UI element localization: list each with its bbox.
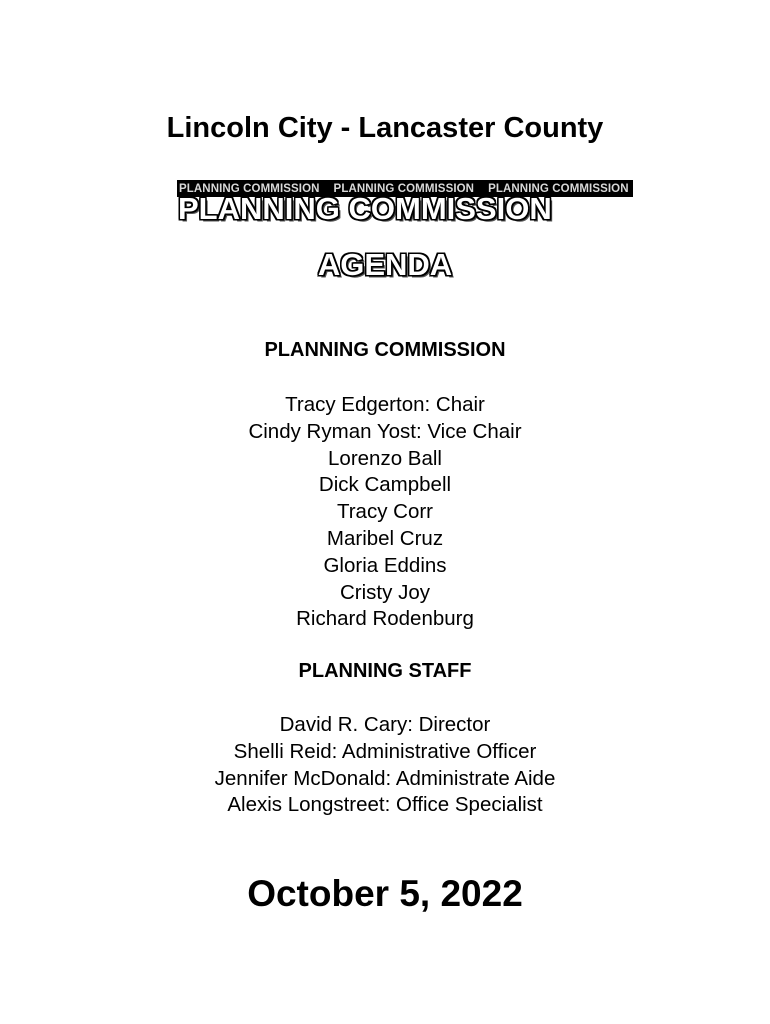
staff-member: Jennifer McDonald: Administrate Aide (214, 766, 556, 790)
staff-member: David R. Cary: Director (279, 713, 491, 736)
commission-member: Tracy Edgerton: Chair (285, 393, 485, 416)
meeting-date: October 5, 2022 (247, 873, 523, 914)
staff-member-list (0, 712, 770, 819)
commission-member: Gloria Eddins (323, 553, 447, 577)
commission-member: Dick Campbell (318, 473, 452, 497)
document-subtitle: AGENDA (317, 247, 453, 282)
commission-member: Maribel Cruz (326, 526, 444, 550)
commission-member-list (0, 392, 770, 633)
commission-member: Cindy Ryman Yost: Vice Chair (248, 419, 522, 443)
page-header-title: Lincoln City - Lancaster County (166, 112, 604, 144)
banner-item: PLANNING COMMISSION (179, 182, 320, 195)
staff-heading: PLANNING STAFF (298, 660, 472, 682)
staff-member: Shelli Reid: Administrative Officer (233, 739, 537, 763)
document-title: PLANNING COMMISSION (178, 191, 552, 226)
banner-item: PLANNING COMMISSION (488, 182, 629, 195)
banner-item: PLANNING COMMISSION (333, 182, 475, 195)
commission-member: Tracy Corr (336, 500, 434, 524)
staff-member: Alexis Longstreet: Office Specialist (227, 793, 543, 817)
commission-heading: PLANNING COMMISSION (264, 339, 506, 361)
commission-member: Lorenzo Ball (328, 446, 442, 470)
commission-member: Cristy Joy (340, 580, 430, 604)
commission-member: Richard Rodenburg (296, 607, 474, 631)
